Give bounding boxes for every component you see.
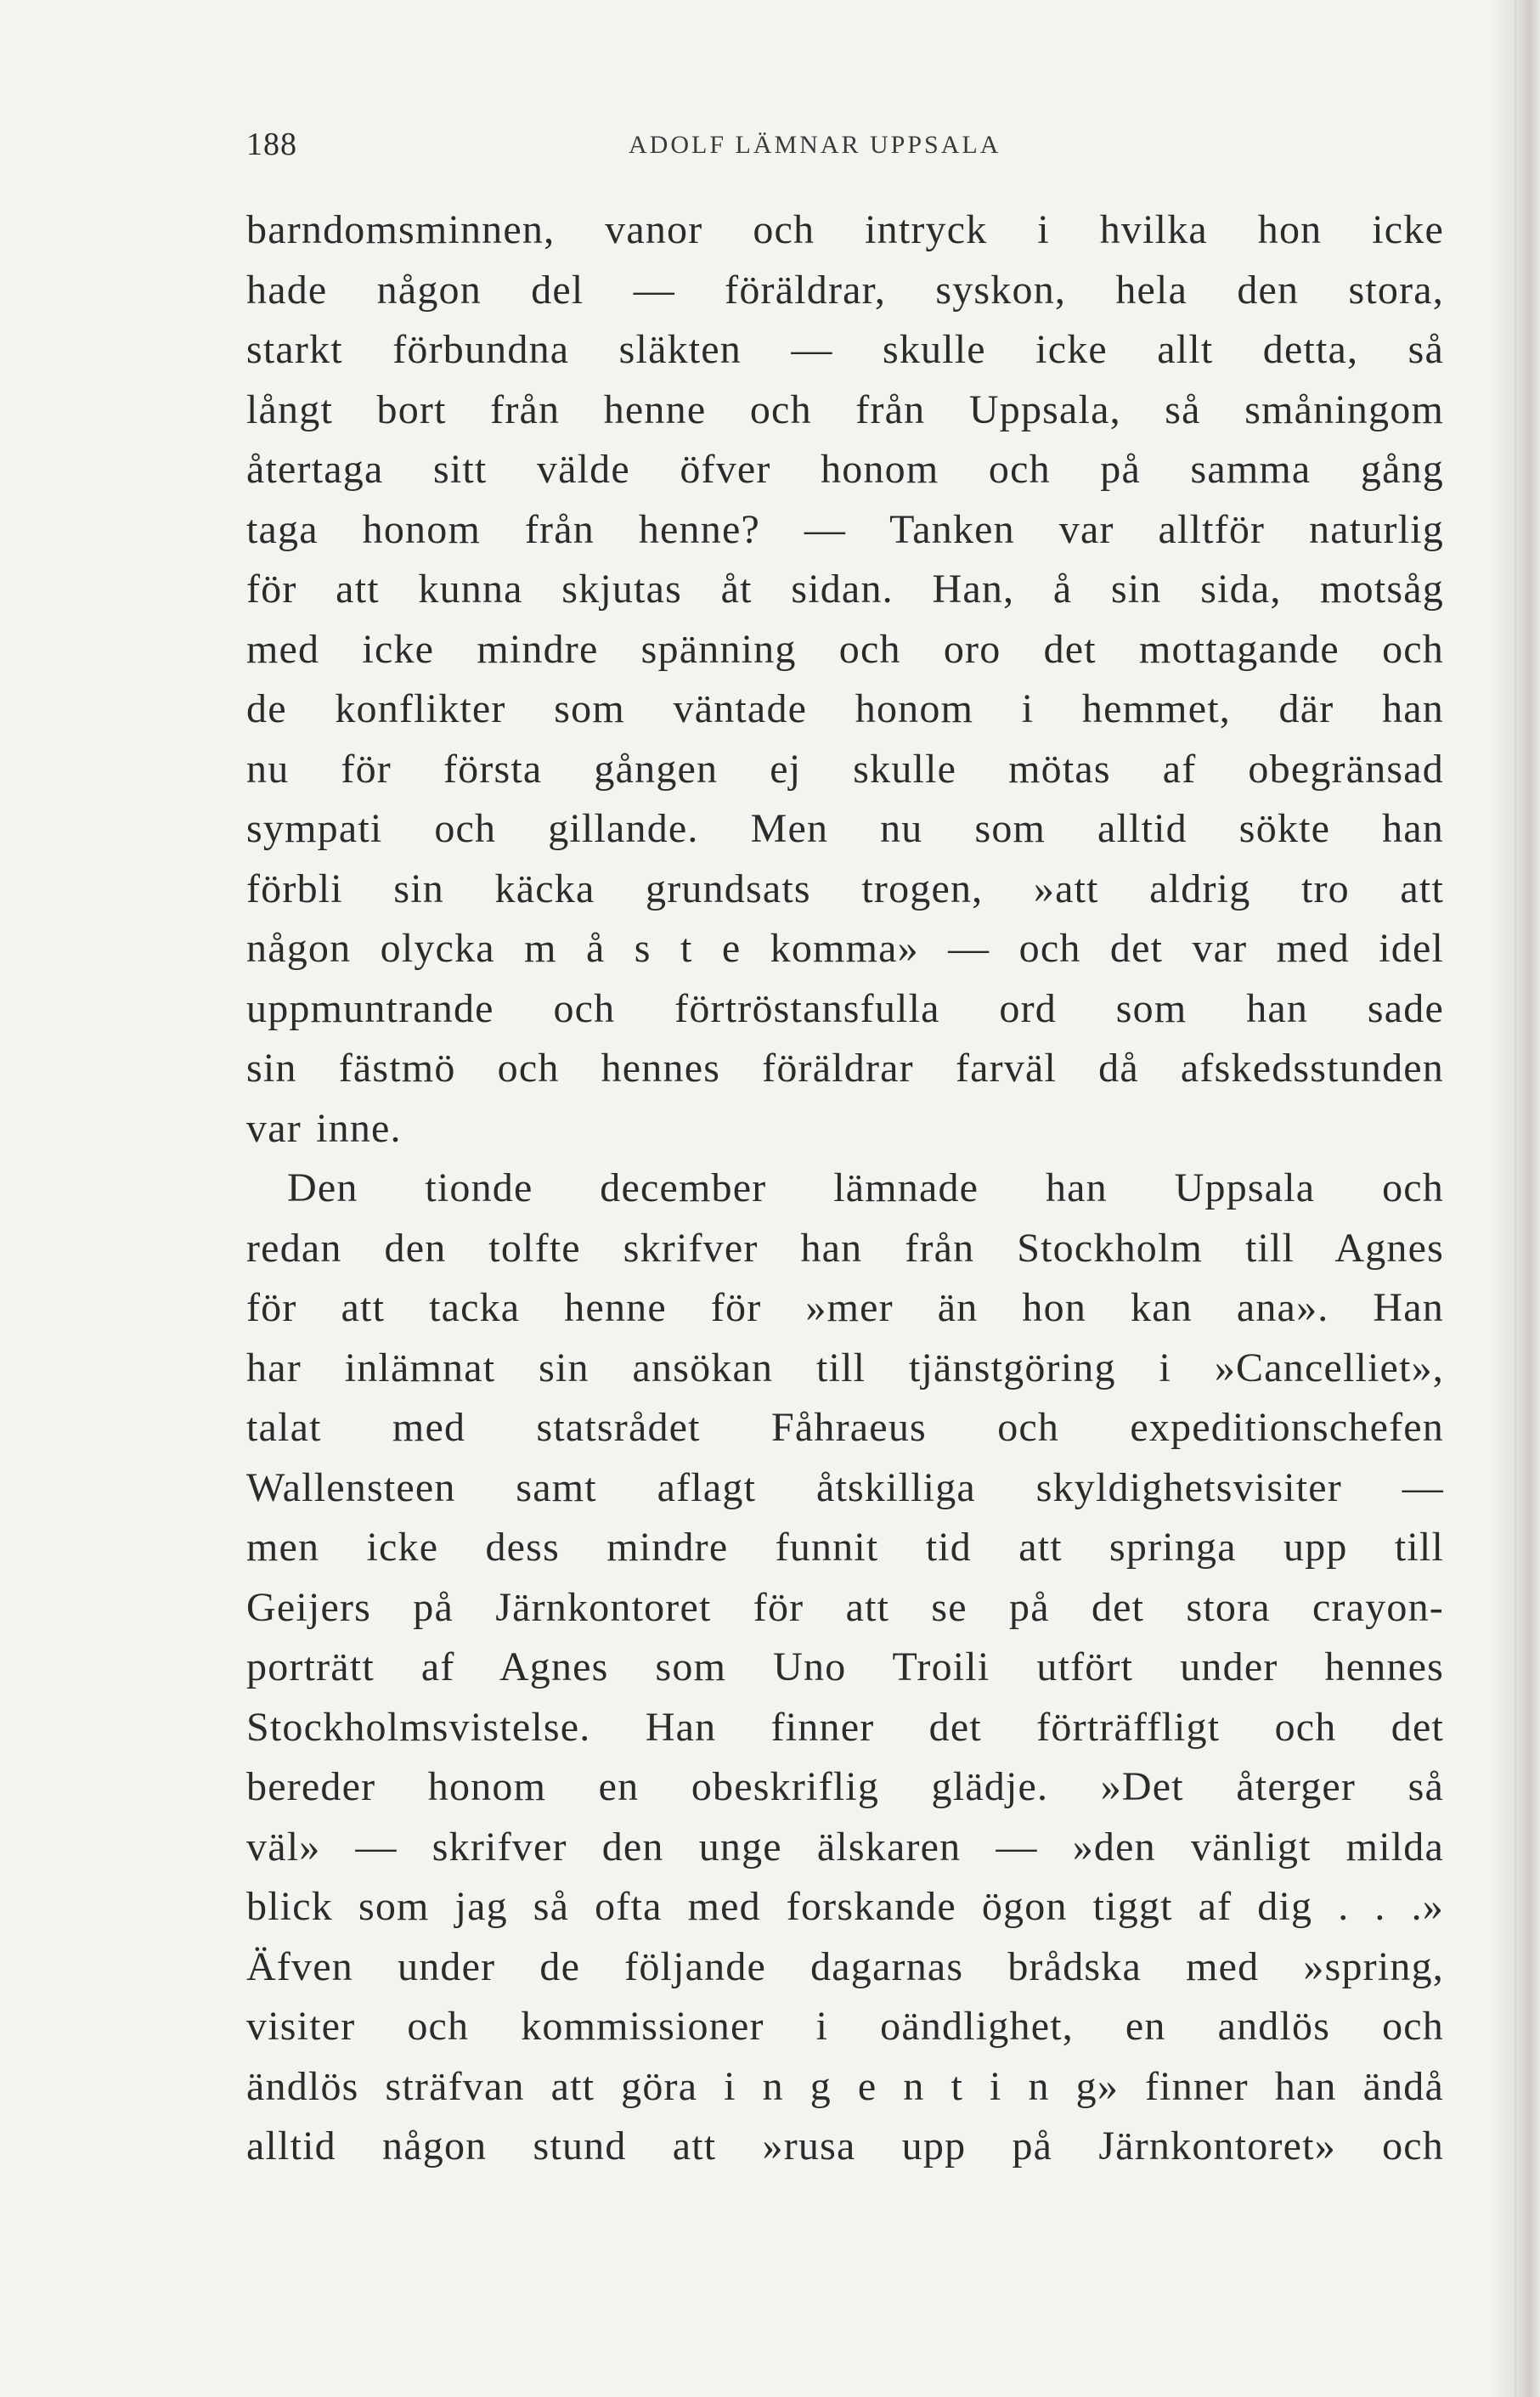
text-line: starkt förbundna släkten — skulle icke allt detta, så — [246, 327, 1444, 372]
text-line: redan den tolfte skrifver han från Stockholm till Agnes — [246, 1225, 1444, 1271]
text-line: väl» — skrifver den unge älskaren — »den vänligt milda — [246, 1824, 1444, 1870]
text-line: Geijers på Järnkontoret för att se på det stora crayon- — [246, 1584, 1444, 1630]
text-line: sympati och gillande. Men nu som alltid sökte han — [246, 806, 1444, 851]
body-text — [246, 200, 1444, 2177]
text-line: ändlös sträfvan att göra i n g e n t i n g» finner han ändå — [246, 2063, 1444, 2109]
text-line: bereder honom en obeskriflig glädje. »Det återger så — [246, 1764, 1444, 1809]
page-header — [246, 126, 1444, 168]
text-line: återtaga sitt välde öfver honom och på samma gång — [246, 447, 1444, 492]
page-number: 188 — [246, 127, 297, 162]
text-line: för att tacka henne för »mer än hon kan ana». Han — [246, 1285, 1444, 1330]
text-line: men icke dess mindre funnit tid att springa upp till — [246, 1525, 1444, 1570]
text-line: någon olycka m å s t e komma» — och det var med idel — [246, 926, 1444, 971]
text-line: visiter och kommissioner i oändlighet, en andlös och — [246, 2004, 1444, 2049]
text-line: uppmuntrande och förtröstansfulla ord som han sade — [246, 985, 1444, 1031]
text-line: nu för första gången ej skulle mötas af obegränsad — [246, 746, 1444, 792]
text-line: Stockholmsvistelse. Han finner det förträffligt och det — [246, 1704, 1444, 1750]
text-line: alltid någon stund att »rusa upp på Järnkontoret» och — [246, 2123, 1444, 2169]
text-line: barndomsminnen, vanor och intryck i hvilka hon icke — [246, 207, 1444, 252]
text-line: med icke mindre spänning och oro det mottagande och — [246, 626, 1444, 672]
page-edge-line — [1515, 0, 1516, 2397]
text-line: Wallensteen samt aflagt åtskilliga skyldighetsvisiter — — [246, 1464, 1444, 1510]
text-line-paragraph-start: Den tionde december lämnade han Uppsala och — [287, 1165, 1444, 1210]
text-line: Äfven under de följande dagarnas brådska med »spring, — [246, 1943, 1444, 1989]
text-line: blick som jag så ofta med forskande ögon tiggt af dig . . .» — [246, 1884, 1444, 1929]
running-head: ADOLF LÄMNAR UPPSALA — [629, 131, 1001, 159]
text-line: talat med statsrådet Fåhraeus och expeditionschefen — [246, 1405, 1444, 1450]
text-line: långt bort från henne och från Uppsala, så småningom — [246, 386, 1444, 432]
text-line: sin fästmö och hennes föräldrar farväl då afskedsstunden — [246, 1046, 1444, 1091]
text-line: hade någon del — föräldrar, syskon, hela den stora, — [246, 267, 1444, 313]
text-line: taga honom från henne? — Tanken var alltför naturlig — [246, 506, 1444, 552]
text-line: porträtt af Agnes som Uno Troili utfört under hennes — [246, 1644, 1444, 1689]
text-line: för att kunna skjutas åt sidan. Han, å sin sida, motsåg — [246, 567, 1444, 612]
text-line: de konflikter som väntade honom i hemmet, där han — [246, 686, 1444, 731]
text-line: förbli sin käcka grundsats trogen, »att aldrig tro att — [246, 866, 1444, 911]
text-line-paragraph-end: var inne. — [246, 1105, 402, 1151]
text-line: har inlämnat sin ansökan till tjänstgöring i »Cancelliet», — [246, 1345, 1444, 1390]
